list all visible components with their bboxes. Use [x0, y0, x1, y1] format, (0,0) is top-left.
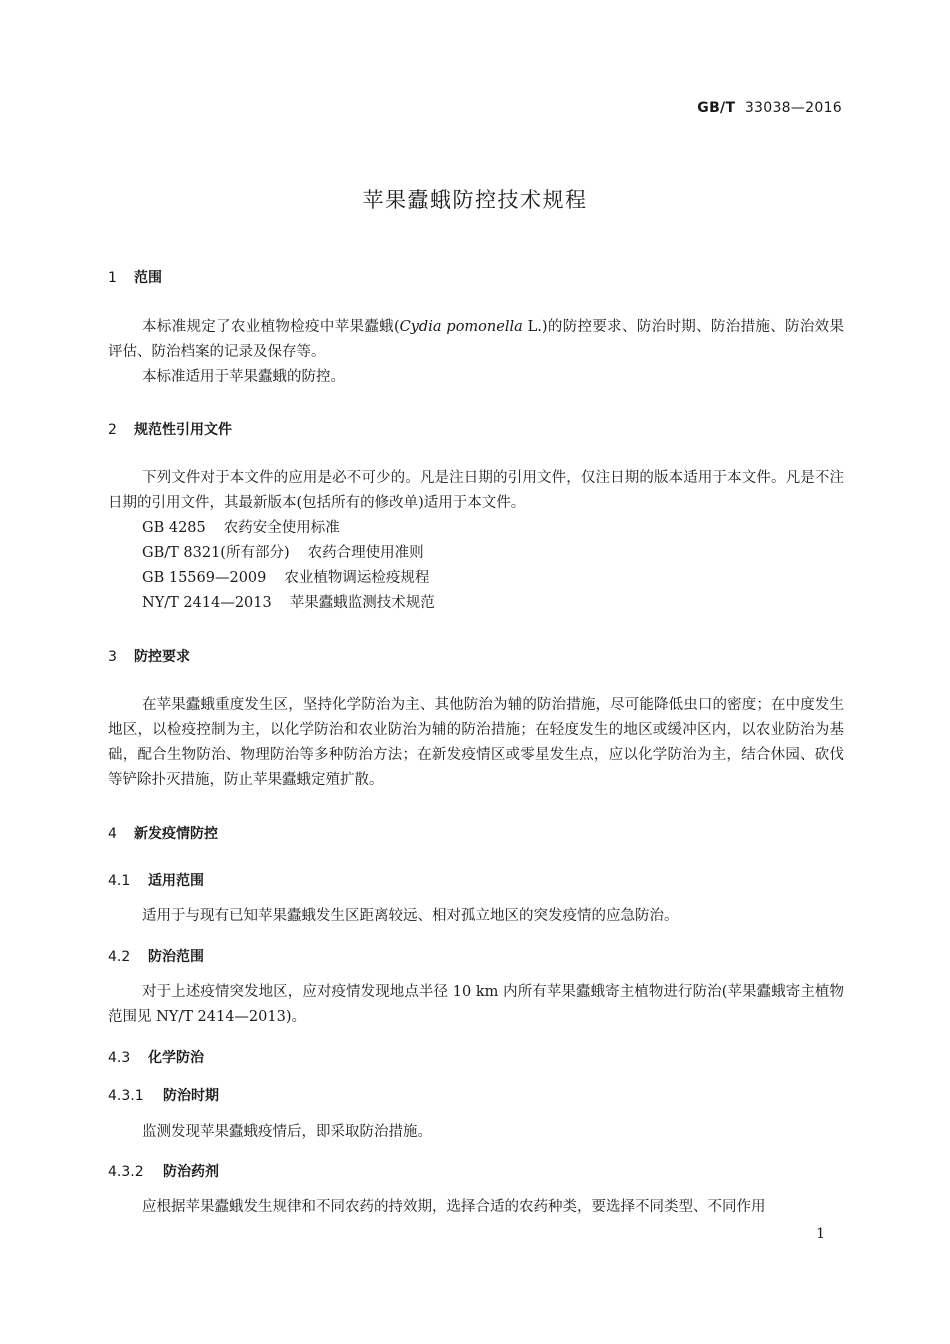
section-title: 防治时期 [163, 1088, 219, 1104]
section-number: 4.3.2 [108, 1164, 144, 1180]
section-1-paragraph-2: 本标准适用于苹果蠹蛾的防控。 [142, 369, 345, 385]
reference-code: NY/T 2414—2013 [142, 595, 272, 611]
reference-code: GB 15569—2009 [142, 570, 267, 586]
section-number: 4.3.1 [108, 1088, 144, 1104]
reference-name: 苹果蠹蛾监测技术规范 [289, 595, 435, 611]
standard-code: 33038—2016 [744, 100, 842, 116]
section-title: 防控要求 [134, 649, 190, 665]
section-number: 4.3 [108, 1050, 131, 1066]
section-4-heading [108, 823, 218, 843]
section-2-paragraph-1: 下列文件对于本文件的应用是必不可少的。凡是注日期的引用文件，仅注日期的版本适用于本文件。凡是不注日期的引用文件，其最新版本(包括所有的修改单)适用于本文件。 [108, 470, 844, 511]
section-number: 1 [108, 270, 117, 286]
section-4-2-paragraph-1: 对于上述疫情突发地区，应对疫情发现地点半径 10 km 内所有苹果蠹蛾寄主植物进行防治(苹果蠹蛾寄主植物范围见 NY/T 2414—2013)。 [108, 984, 844, 1025]
section-title: 新发疫情防控 [134, 826, 218, 842]
section-title: 化学防治 [148, 1050, 204, 1066]
section-2-heading [108, 419, 232, 439]
document-title: 苹果蠹蛾防控技术规程 [362, 188, 588, 212]
text-run: 本标准规定了农业植物检疫中苹果蠹蛾( [142, 319, 400, 335]
section-title: 防治范围 [148, 949, 204, 965]
reference-name: 农药安全使用标准 [223, 520, 340, 536]
latin-species-name: Cydia pomonella [399, 319, 523, 335]
section-4-3-1-heading [108, 1085, 219, 1105]
section-number: 2 [108, 422, 117, 438]
standard-prefix: GB/T [697, 100, 736, 116]
reference-item [142, 516, 340, 541]
section-4-1-heading [108, 870, 204, 890]
section-4-1-paragraph-1: 适用于与现有已知苹果蠹蛾发生区距离较远、相对孤立地区的突发疫情的应急防治。 [142, 908, 679, 924]
section-3-paragraph-1: 在苹果蠹蛾重度发生区，坚持化学防治为主、其他防治为辅的防治措施，尽可能降低虫口的密度；在中度发生地区，以检疫控制为主，以化学防治和农业防治为辅的防治措施；在轻度发生的地区或缓冲区内，以农业防治为基础，配合生物防治、物理防治等多种防治方法；在新发疫情区或零星发生点，应以化学防治为主，结合休园、砍伐等铲除扑灭措施，防止苹果蠹蛾定殖扩散。 [108, 697, 844, 788]
reference-code: GB/T 8321(所有部分) [142, 545, 290, 561]
section-1-paragraph-1 [108, 315, 844, 365]
page-number: 1 [816, 1226, 825, 1242]
reference-code: GB 4285 [142, 520, 206, 536]
section-number: 4.1 [108, 873, 131, 889]
section-4-3-2-heading [108, 1161, 219, 1181]
reference-item [142, 591, 435, 616]
section-1-heading [108, 267, 162, 287]
section-title: 范围 [134, 270, 162, 286]
reference-name: 农业植物调运检疫规程 [284, 570, 430, 586]
text-run: L.)的防控要求、防治时期、防治措施、防治效果评估、防治档案的记录及保存等。 [108, 319, 845, 360]
section-title: 适用范围 [148, 873, 204, 889]
reference-item [142, 541, 424, 566]
reference-item [142, 566, 429, 591]
section-4-2-heading [108, 946, 204, 966]
standard-number [697, 100, 842, 116]
section-4-3-heading [108, 1047, 204, 1067]
section-4-3-1-paragraph-1: 监测发现苹果蠹蛾疫情后，即采取防治措施。 [142, 1124, 432, 1140]
section-number: 4 [108, 826, 117, 842]
section-title: 防治药剂 [163, 1164, 219, 1180]
section-number: 4.2 [108, 949, 131, 965]
section-4-3-2-paragraph-1: 应根据苹果蠹蛾发生规律和不同农药的持效期，选择合适的农药种类，要选择不同类型、不同作用 [142, 1199, 766, 1215]
reference-name: 农药合理使用准则 [307, 545, 424, 561]
section-3-heading [108, 646, 190, 666]
section-title: 规范性引用文件 [134, 422, 232, 438]
section-number: 3 [108, 649, 117, 665]
